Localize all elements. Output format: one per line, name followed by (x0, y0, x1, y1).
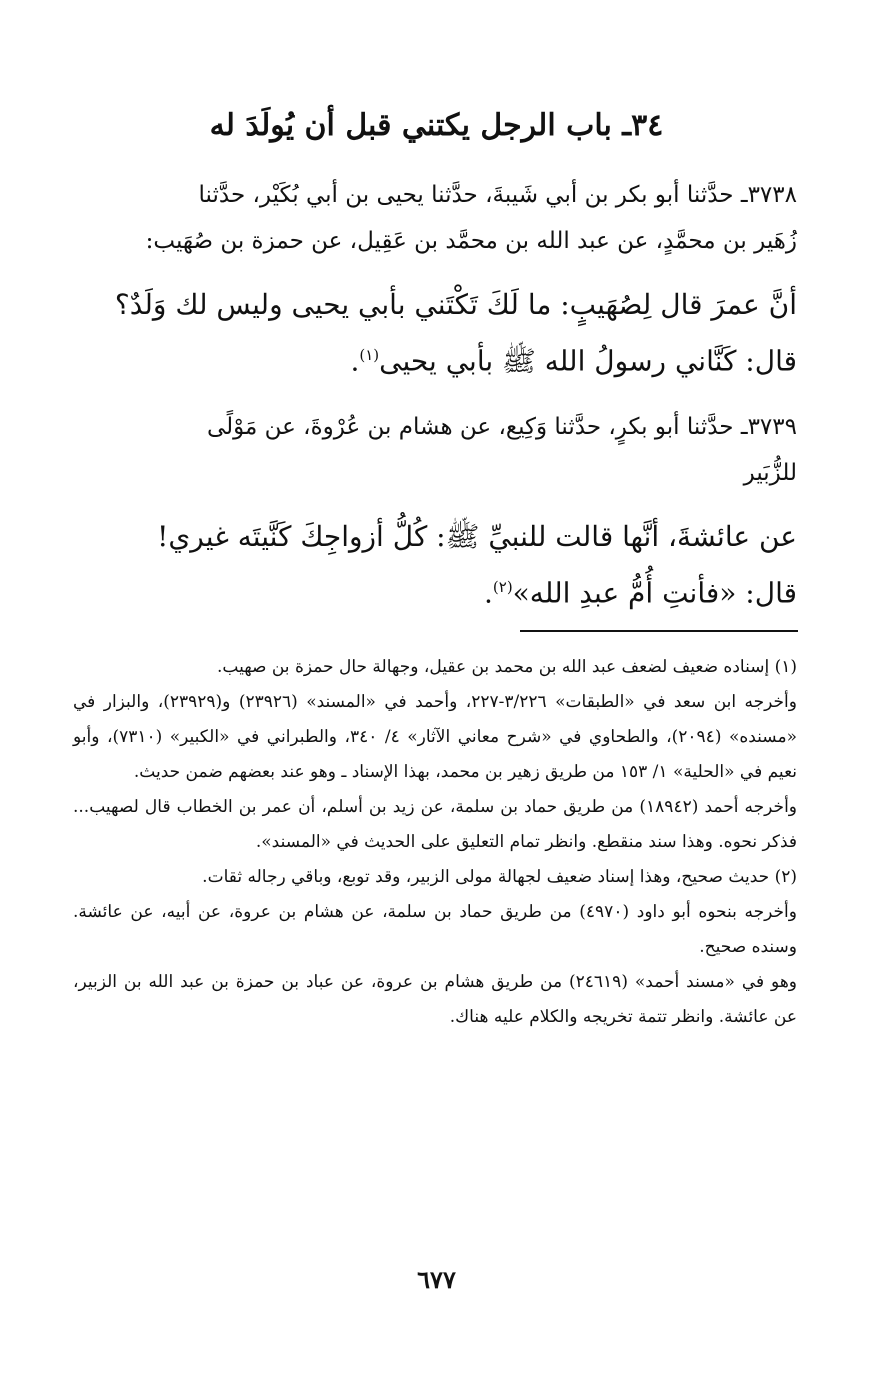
matn-text: قال: كَنَّاني رسولُ الله ﷺ بأبي يحيى (379, 344, 797, 378)
footnote-separator (520, 630, 798, 632)
matn-line (73, 330, 797, 386)
footnotes (73, 650, 797, 1035)
hadith-3738-isnad (73, 172, 797, 264)
isnad-line: للزُّبَير (743, 460, 797, 486)
matn-text: قال: «فأنتِ أُمُّ عبدِ الله» (512, 576, 797, 610)
footnote-paragraph: وأخرجه ابن سعد في «الطبقات» ٣/٢٢٦-٢٢٧، وأحمد في «المسند» (٢٣٩٢٦) و(٢٣٩٢٩)، والبزار في «مسنده» (٢٠٩٤)، والطحاوي في «شرح معاني الآثار» ٤/ ٣٤٠، والطبراني في «الكبير» (٧٣١٠)، وأبو نعيم في «الحلية» ١/ ١٥٣ من طريق زهير بن محمد، بهذا الإسناد ـ وهو عند بعضهم ضمن حديث. (73, 692, 797, 782)
isnad-line: ٣٧٣٨ـ حدَّثنا أبو بكر بن أبي شَيبةَ، حدَّثنا يحيى بن أبي بُكَيْر، حدَّثنا (198, 182, 797, 208)
hadith-3738-matn (73, 280, 797, 386)
footnote-paragraph: وأخرجه بنحوه أبو داود (٤٩٧٠) من طريق حماد بن سلمة، عن هشام بن عروة، عن أبيه، عن عائشة. وسنده صحيح. (73, 902, 797, 957)
footnote-marker: (١) (359, 346, 380, 364)
footnote-paragraph: وهو في «مسند أحمد» (٢٤٦١٩) من طريق هشام بن عروة، عن عباد بن حمزة بن عبد الله بن الزبير، عن عائشة. وانظر تتمة تخريجه والكلام عليه هناك. (73, 972, 797, 1027)
end-mark: . (483, 576, 493, 610)
matn-line: عن عائشةَ، أنَّها قالت للنبيِّ ﷺ: كُلُّ أزواجِكَ كَنَّيتَه غيري! (157, 520, 797, 553)
footnote-paragraph: وأخرجه أحمد (١٨٩٤٢) من طريق حماد بن سلمة، عن زيد بن أسلم، أن عمر بن الخطاب قال لصهيب... فذكر نحوه. وهذا سند منقطع. وانظر تمام التعليق على الحديث في «المسند». (73, 797, 797, 852)
footnote-marker: (٢) (492, 578, 513, 596)
footnote-paragraph: (١) إسناده ضعيف لضعف عبد الله بن محمد بن عقيل، وجهالة حال حمزة بن صهيب. (216, 657, 797, 677)
page-number: ٦٧٧ (417, 1265, 456, 1294)
isnad-line: زُهَير بن محمَّدٍ، عن عبد الله بن محمَّد بن عَقِيل، عن حمزة بن صُهَيب: (145, 228, 797, 254)
footnote-paragraph: (٢) حديث صحيح، وهذا إسناد ضعيف لجهالة مولى الزبير، وقد توبع، وباقي رجاله ثقات. (202, 867, 797, 887)
matn-line: أنَّ عمرَ قال لِصُهَيبٍ: ما لَكَ تَكْتَني بأبي يحيى وليس لك وَلَدٌ؟ (114, 288, 797, 321)
matn-line (73, 562, 797, 618)
hadith-3739-isnad (73, 404, 797, 496)
chapter-title: ٣٤ـ باب الرجل يكتني قبل أن يُولَدَ له (209, 108, 664, 143)
end-mark: . (350, 344, 360, 378)
hadith-3739-matn (73, 512, 797, 618)
isnad-line: ٣٧٣٩ـ حدَّثنا أبو بكرٍ، حدَّثنا وَكِيع، عن هشام بن عُرْوةَ، عن مَوْلًى (206, 414, 797, 440)
